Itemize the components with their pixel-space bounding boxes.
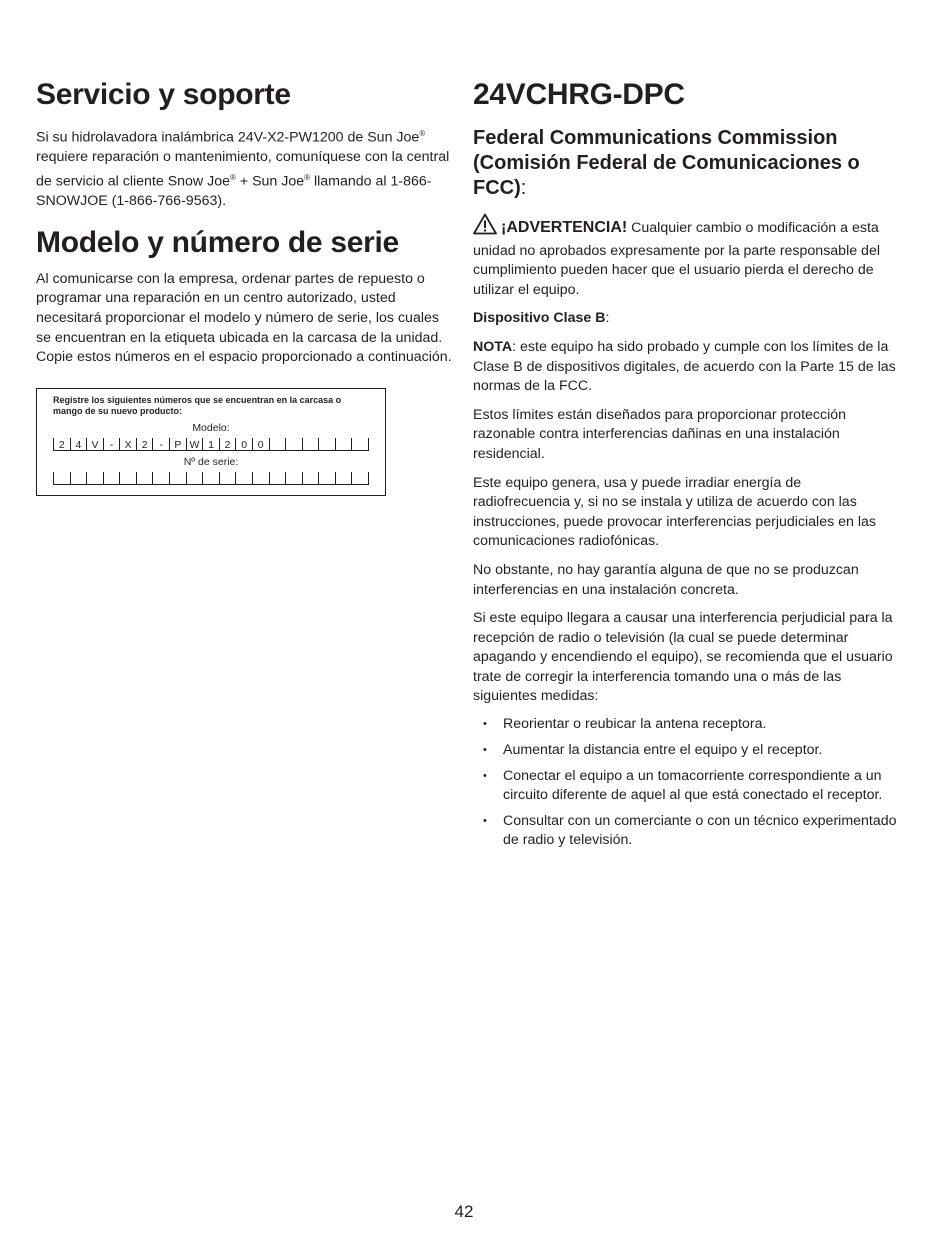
heading-fcc (473, 126, 898, 201)
char-cell[interactable] (335, 472, 352, 484)
registered-mark: ® (419, 129, 426, 138)
warning-paragraph (473, 213, 898, 300)
char-cell[interactable] (318, 438, 335, 450)
char-cell[interactable]: - (152, 438, 169, 450)
char-cell[interactable] (302, 438, 319, 450)
intro-text-c: + Sun Joe (235, 173, 305, 190)
device-class-colon: : (605, 310, 610, 327)
char-cell[interactable] (269, 438, 286, 450)
char-cell[interactable] (351, 472, 369, 484)
char-cell[interactable] (285, 472, 302, 484)
char-cell[interactable] (302, 472, 319, 484)
char-cell[interactable]: 2 (53, 438, 70, 450)
model-label: Modelo: (192, 421, 230, 434)
note-text: : este equipo ha sido probado y cumple con los límites de la Clase B de dispositivos digitales, de acuerdo con la Parte 15 de las normas de la FCC. (473, 338, 896, 395)
left-column (36, 72, 456, 496)
char-cell[interactable] (219, 472, 236, 484)
char-cell[interactable] (351, 438, 369, 450)
char-cell[interactable]: X (119, 438, 136, 450)
registration-box (36, 388, 386, 496)
char-cell[interactable]: 0 (235, 438, 252, 450)
char-cell[interactable] (318, 472, 335, 484)
registered-mark: ® (230, 172, 236, 182)
registered-mark: ® (304, 172, 311, 182)
heading-model-serial: Modelo y número de serie (36, 225, 399, 259)
fcc-heading-colon: : (520, 177, 527, 199)
char-cell[interactable] (252, 472, 269, 484)
serial-label: Nº de serie: (183, 455, 239, 468)
char-cell[interactable] (202, 472, 219, 484)
list-item: • Reorientar o reubicar la antena receptora. (473, 715, 898, 734)
warning-title: ¡ADVERTENCIA! (501, 219, 628, 236)
char-cell[interactable] (53, 472, 70, 484)
char-cell[interactable]: 2 (219, 438, 236, 450)
note-label: NOTA (473, 338, 513, 355)
char-cell[interactable] (86, 472, 103, 484)
registration-instruction: Registre los siguientes números que se encuentran en la carcasa o mango de su nuevo producto: (53, 394, 342, 416)
char-cell[interactable]: 1 (202, 438, 219, 450)
heading-product-code: 24VCHRG-DPC (473, 78, 685, 111)
char-cell[interactable]: V (86, 438, 103, 450)
interference-paragraph: Si este equipo llegara a causar una interferencia perjudicial para la recepción de radio o televisión (la cual se puede determinar apagando y encendiendo el equipo), se recomienda que el usuario trate de corregir la interferencia tomando una o más de las siguientes medidas: (473, 610, 893, 705)
char-cell[interactable] (186, 472, 203, 484)
heading-service-support: Servicio y soporte (36, 78, 291, 111)
char-cell[interactable] (169, 472, 186, 484)
limits-paragraph: Estos límites están diseñados para proporcionar protección razonable contra interferencias dañinas en una instalación residencial. (473, 406, 847, 462)
list-item: • Consultar con un comerciante o con un técnico experimentado de radio y televisión. (473, 812, 898, 850)
warning-text: Cualquier cambio o modificación a esta unidad no aprobados expresamente por la parte responsable del cumplimiento pueden hacer que el usuario pierda el derecho de utilizar el equipo. (473, 220, 880, 298)
list-item: • Aumentar la distancia entre el equipo y el receptor. (473, 741, 898, 760)
char-cell[interactable] (103, 472, 120, 484)
char-cell[interactable]: 4 (70, 438, 87, 450)
char-cell[interactable] (285, 438, 302, 450)
device-class-label: Dispositivo Clase B (473, 310, 606, 327)
generates-paragraph: Este equipo genera, usa y puede irradiar energía de radiofrecuencia y, si no se instala y utiliza de acuerdo con las instrucciones, puede provocar interferencias perjudiciales en las comunicaciones radiofónicas. (473, 474, 876, 550)
no-guarantee-paragraph: No obstante, no hay garantía alguna de que no se produzcan interferencias en una instalación concreta. (473, 561, 859, 598)
intro-text-a: Si su hidrolavadora inalámbrica 24V-X2-PW1200 de Sun Joe (36, 129, 420, 146)
note-paragraph (473, 338, 898, 397)
char-cell[interactable]: W (186, 438, 203, 450)
char-cell[interactable] (70, 472, 87, 484)
measures-list (473, 715, 898, 850)
model-number-field[interactable] (53, 435, 369, 451)
char-cell[interactable]: 0 (252, 438, 269, 450)
device-class-line (473, 309, 898, 329)
list-item: • Conectar el equipo a un tomacorriente correspondiente a un circuito diferente de aquel al que está conectado el receptor. (473, 767, 898, 805)
char-cell[interactable] (269, 472, 286, 484)
page-number: 42 (454, 1202, 474, 1221)
model-serial-paragraph: Al comunicarse con la empresa, ordenar partes de repuesto o programar una reparación en un centro autorizado, usted necesitará proporcionar el modelo y número de serie, los cuales se encuentran en la etiqueta ubicada en la carcasa de la unidad. Copie estos números en el espacio proporcionado a continuación. (36, 270, 452, 366)
serial-number-field[interactable] (53, 469, 369, 485)
service-intro-paragraph (36, 124, 456, 212)
char-cell[interactable] (136, 472, 153, 484)
char-cell[interactable]: 2 (136, 438, 153, 450)
intro-text-d: llamando al 1-866-SNOWJOE (1-866-766-9563). (36, 173, 432, 210)
right-column (473, 72, 898, 857)
char-cell[interactable] (235, 472, 252, 484)
char-cell[interactable]: P (169, 438, 186, 450)
warning-triangle-icon (473, 213, 497, 242)
fcc-heading-text: Federal Communications Commission (Comisión Federal de Comunicaciones o FCC) (473, 127, 860, 199)
char-cell[interactable] (335, 438, 352, 450)
char-cell[interactable]: - (103, 438, 120, 450)
intro-text-b: requiere reparación o mantenimiento, comuníquese con la central de servicio al cliente Snow Joe (36, 149, 450, 190)
char-cell[interactable] (119, 472, 136, 484)
char-cell[interactable] (152, 472, 169, 484)
